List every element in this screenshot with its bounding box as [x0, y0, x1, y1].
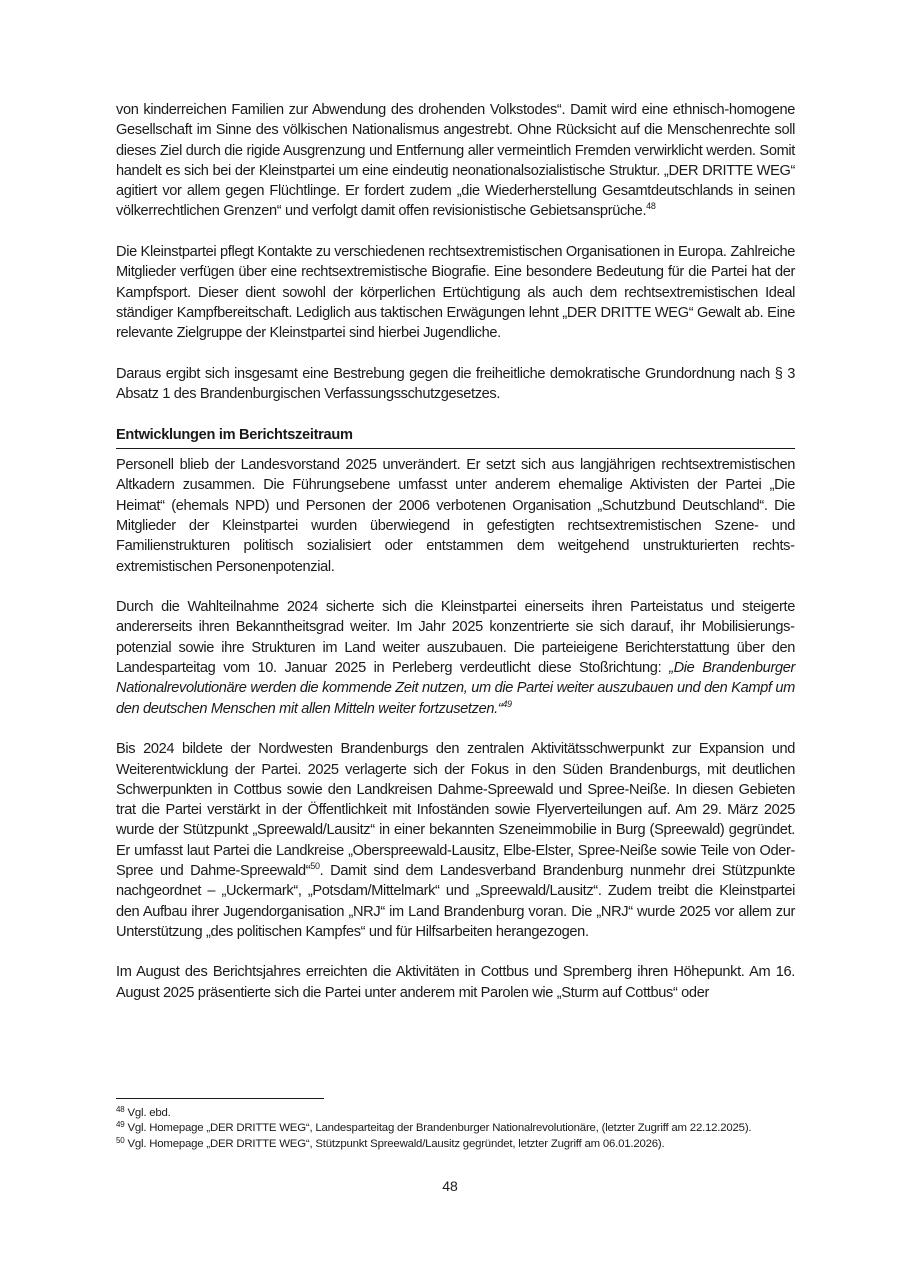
footnote-ref-50[interactable]: 50: [310, 860, 320, 871]
footnote-ref-48[interactable]: 48: [646, 201, 656, 212]
paragraph-3: Daraus ergibt sich insgesamt eine Bestrebung gegen die freiheitliche demokratische Grundordnung nach § 3 Absatz 1 des Brandenburgischen Verfassungsschutzgesetzes.: [116, 365, 795, 403]
footnote-48: [116, 1106, 795, 1121]
footnote-number: 49: [116, 1120, 125, 1130]
footnote-number: 48: [116, 1105, 125, 1114]
paragraph-7: Im August des Berichtsjahres erreichten die Aktivitäten in Cottbus und Spremberg ihren Höhepunkt. Am 16. August 2025 präsentierte sich die Partei unter anderem mit Parolen wie „Sturm auf Cottbus“ oder: [116, 964, 795, 1001]
paragraph-5-quote: „Die Brandenburger Nationalrevolutionäre werden die kommende Zeit nutzen, um die Partei weiter auszubauen und den Kampf um den deutschen Menschen mit allen Mitteln weiter fortzusetzen.“: [116, 660, 795, 717]
paragraph-4: Personell blieb der Landesvorstand 2025 unverändert. Er setzt sich aus langjährigen rechtsextremistischen Altkadern zusammen. Die Führungsebene umfasst unter anderem ehemalige Aktivisten der Partei „Die Heimat“ (ehemals NPD) und Personen der 2006 verbotenen Organisation „Schutzbund Deutschland“. Die Mitglieder der Kleinstpartei wurden überwiegend in gefestigten rechtsextremistischen Szene- und Familienstrukturen politisch sozialisiert oder entstammen dem weitgehend unstrukturierten rechtsextremistischen Personenpotenzial.: [116, 457, 795, 575]
paragraph-1: [116, 100, 795, 222]
paragraph-6-text-b: . Damit sind dem Landesverband Brandenburg nunmehr drei Stützpunkte nachgeordnet – „Uckermark“, „Potsdam/Mittelmark“ und „Spreewald/Lausitz“. Zudem treibt die Kleinstpartei den Aufbau ihrer Jugendorganisation „NRJ“ im Land Brandenburg voran. Die „NRJ“ wurde 2025 vor allem zur Unterstützung „des politischen Kampfes“ und für Hilfsarbeiten herangezogen.: [116, 862, 795, 940]
footnote-text: Vgl. ebd.: [127, 1107, 171, 1119]
footnote-text: Vgl. Homepage „DER DRITTE WEG“, Stützpunkt Spreewald/Lausitz gegründet, letzter Zugriff am 06.01.2026).: [127, 1137, 665, 1150]
footnote-divider: [116, 1098, 324, 1099]
document-body: [116, 100, 795, 1023]
footnote-49: [116, 1121, 795, 1136]
footnote-text: Vgl. Homepage „DER DRITTE WEG“, Landesparteitag der Brandenburger Nationalrevolutionäre, (letzter Zugriff am 22.12.2025).: [127, 1122, 752, 1135]
section-heading: Entwicklungen im Berichtszeitraum: [116, 425, 795, 449]
paragraph-2: Die Kleinstpartei pflegt Kontakte zu verschiedenen rechtsextremistischen Organisationen in Europa. Zahlreiche Mitglieder verfügen über eine rechtsextremistische Biografie. Eine besondere Bedeutung für die Partei hat der Kampfsport. Dieser dient sowohl der körperlichen Ertüchtigung als auch dem rechtsextremistischen Ideal ständiger Kampfbereitschaft. Lediglich aus taktischen Erwägungen lehnt „DER DRITTE WEG“ Gewalt ab. Eine relevante Zielgruppe der Kleinstpartei sind hierbei Jugendliche.: [116, 244, 795, 342]
footnote-ref-49-number: 49: [502, 698, 512, 709]
footnote-number: 50: [116, 1135, 125, 1145]
paragraph-6-text-a: Bis 2024 bildete der Nordwesten Brandenburgs den zentralen Aktivitätsschwerpunkt zur Expansion und Weiterentwicklung der Partei. 2025 verlagerte sich der Fokus in den Süden Brandenburgs, mit deutlichen Schwerpunkten in Cottbus sowie den Landkreisen Dahme-Spreewald und Spree-Neiße. In diesen Gebieten trat die Partei verstärkt in der Öffentlichkeit mit Infoständen sowie Flyerverteilungen auf. Am 29. März 2025 wurde der Stützpunkt „Spreewald/Lausitz“ in einer bekannten Szeneimmobilie in Burg (Spreewald) gegründet. Er umfasst laut Partei die Landkreise „Oberspreewald-Lausitz, Elbe-Elster, Spree-Neiße sowie Teile von Oder-Spree und Dahme-Spreewald“: [116, 741, 795, 879]
footnote-50: [116, 1137, 795, 1152]
footnote-ref-49[interactable]: [502, 699, 511, 709]
paragraph-1-text: von kinderreichen Familien zur Abwendung des drohenden Volkstodes“. Damit wird eine ethnisch-homogene Gesellschaft im Sinne des völkischen Nationalismus angestrebt. Ohne Rücksicht auf die Menschenrechte soll dieses Ziel durch die rigide Ausgrenzung und Entfernung aller vermeintlich Fremden verwirklicht werden. Somit handelt es sich bei der Kleinstpartei um eine eindeutig neonationalsozialistische Struktur. „DER DRITTE WEG“ agitiert vor allem gegen Flüchtlinge. Er fordert zudem „die Wiederherstellung Gesamtdeutschlands in seinen völkerrechtlichen Grenzen“ und verfolgt damit offen revisionistische Gebietsansprüche.: [116, 102, 795, 220]
paragraph-6: [116, 739, 795, 942]
footnotes: [116, 1106, 795, 1152]
paragraph-5: [116, 597, 795, 719]
page-number: 48: [442, 1178, 458, 1194]
paragraph-5-text: Durch die Wahlteilnahme 2024 sicherte sich die Kleinstpartei einerseits ihren Parteistatus und steigerte andererseits ihren Bekanntheitsgrad weiter. Im Jahr 2025 konzentrierte sie sich darauf, ihr Mobilisierungspotenzial sowie ihre Strukturen im Land weiter auszubauen. Die parteieigene Berichterstattung über den Landesparteitag vom 10. Januar 2025 in Perleberg verdeutlicht diese Stoßrichtung:: [116, 599, 795, 677]
